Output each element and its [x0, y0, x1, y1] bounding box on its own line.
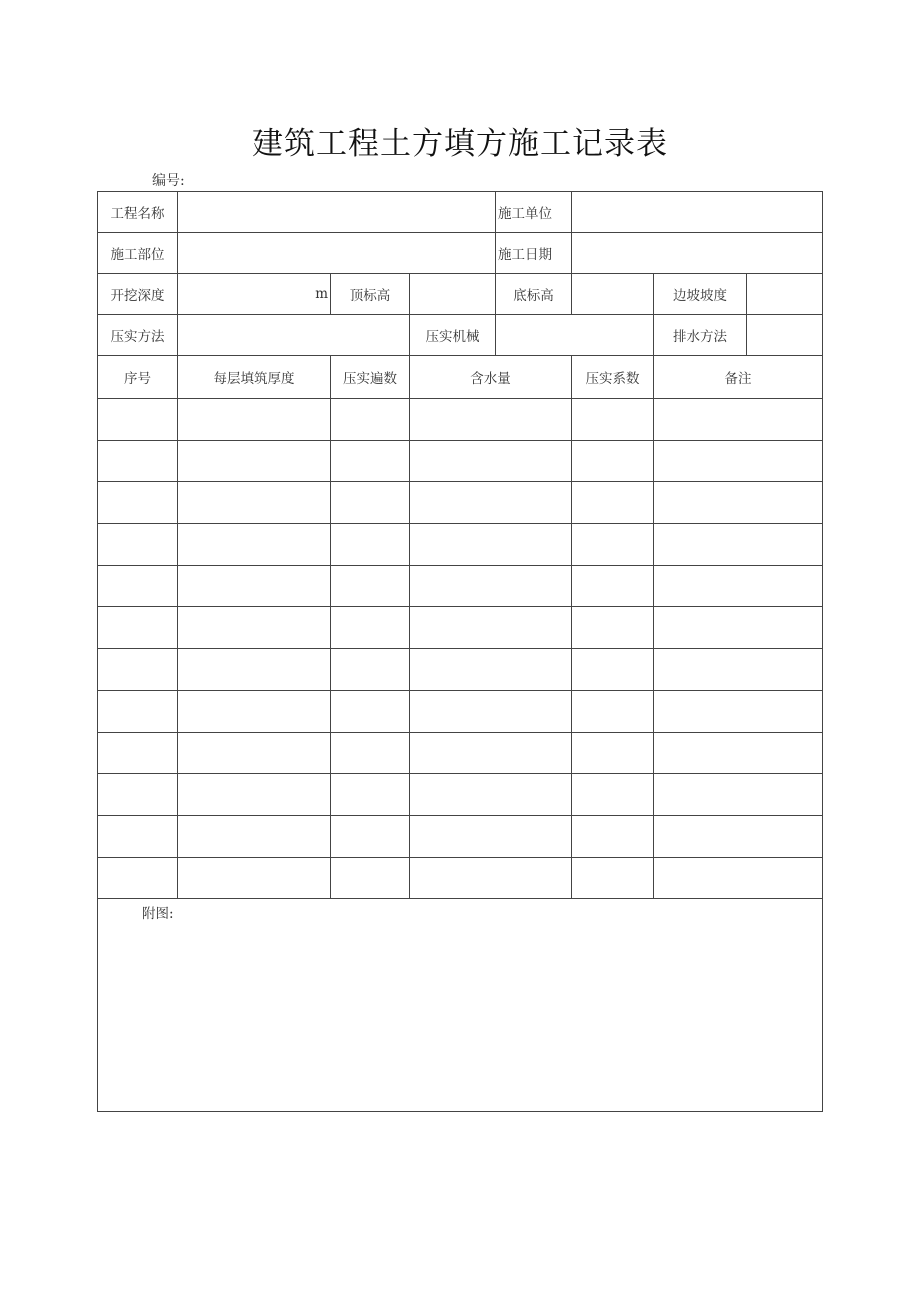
cell-remarks[interactable]	[654, 399, 823, 441]
cell-compaction-coefficient[interactable]	[572, 482, 654, 524]
compaction-machinery-label: 压实机械	[410, 315, 496, 356]
table-row	[98, 815, 823, 857]
construction-unit-label: 施工单位	[496, 192, 572, 233]
cell-layer-thickness[interactable]	[178, 732, 331, 774]
cell-seq[interactable]	[98, 649, 178, 691]
cell-compaction-passes[interactable]	[331, 440, 410, 482]
compaction-method-field[interactable]	[178, 315, 410, 356]
cell-moisture[interactable]	[410, 565, 572, 607]
slope-label: 边坡坡度	[654, 274, 747, 315]
excavation-depth-label: 开挖深度	[98, 274, 178, 315]
top-elevation-field[interactable]	[410, 274, 496, 315]
cell-compaction-coefficient[interactable]	[572, 565, 654, 607]
compaction-method-label: 压实方法	[98, 315, 178, 356]
table-row	[98, 399, 823, 441]
cell-compaction-coefficient[interactable]	[572, 732, 654, 774]
table-row	[98, 482, 823, 524]
form-title: 建筑工程土方填方施工记录表	[252, 126, 668, 162]
table-row	[98, 732, 823, 774]
row-part	[98, 233, 823, 274]
table-row	[98, 440, 823, 482]
construction-unit-field[interactable]	[572, 192, 823, 233]
cell-compaction-coefficient[interactable]	[572, 774, 654, 816]
cell-remarks[interactable]	[654, 649, 823, 691]
cell-compaction-coefficient[interactable]	[572, 524, 654, 566]
cell-compaction-passes[interactable]	[331, 690, 410, 732]
cell-compaction-passes[interactable]	[331, 857, 410, 899]
cell-layer-thickness[interactable]	[178, 482, 331, 524]
cell-remarks[interactable]	[654, 815, 823, 857]
cell-layer-thickness[interactable]	[178, 857, 331, 899]
cell-remarks[interactable]	[654, 857, 823, 899]
cell-layer-thickness[interactable]	[178, 440, 331, 482]
cell-remarks[interactable]	[654, 607, 823, 649]
cell-compaction-coefficient[interactable]	[572, 815, 654, 857]
row-attachment	[98, 899, 823, 1112]
cell-moisture[interactable]	[410, 399, 572, 441]
bottom-elevation-field[interactable]	[572, 274, 654, 315]
table-row	[98, 857, 823, 899]
cell-compaction-passes[interactable]	[331, 399, 410, 441]
col-header-remarks: 备注	[654, 356, 823, 399]
cell-layer-thickness[interactable]	[178, 524, 331, 566]
cell-seq[interactable]	[98, 732, 178, 774]
cell-moisture[interactable]	[410, 524, 572, 566]
cell-compaction-passes[interactable]	[331, 815, 410, 857]
cell-compaction-coefficient[interactable]	[572, 690, 654, 732]
cell-seq[interactable]	[98, 524, 178, 566]
data-rows	[98, 399, 823, 899]
cell-layer-thickness[interactable]	[178, 607, 331, 649]
col-header-compaction-coefficient: 压实系数	[572, 356, 654, 399]
cell-compaction-passes[interactable]	[331, 732, 410, 774]
col-header-compaction-passes: 压实遍数	[331, 356, 410, 399]
cell-moisture[interactable]	[410, 857, 572, 899]
cell-compaction-coefficient[interactable]	[572, 607, 654, 649]
table-row	[98, 774, 823, 816]
cell-seq[interactable]	[98, 440, 178, 482]
row-compaction	[98, 315, 823, 356]
cell-seq[interactable]	[98, 399, 178, 441]
cell-compaction-passes[interactable]	[331, 565, 410, 607]
compaction-machinery-field[interactable]	[496, 315, 654, 356]
excavation-depth-field[interactable]	[178, 274, 331, 315]
cell-compaction-coefficient[interactable]	[572, 857, 654, 899]
construction-date-field[interactable]	[572, 233, 823, 274]
cell-remarks[interactable]	[654, 524, 823, 566]
cell-compaction-passes[interactable]	[331, 607, 410, 649]
row-project	[98, 192, 823, 233]
depth-unit: m	[315, 286, 328, 302]
cell-compaction-passes[interactable]	[331, 482, 410, 524]
row-elevation	[98, 274, 823, 315]
cell-seq[interactable]	[98, 565, 178, 607]
cell-seq[interactable]	[98, 690, 178, 732]
cell-seq[interactable]	[98, 482, 178, 524]
table-row	[98, 607, 823, 649]
cell-compaction-coefficient[interactable]	[572, 440, 654, 482]
slope-field[interactable]	[747, 274, 823, 315]
table-row	[98, 690, 823, 732]
table-header-row	[98, 356, 823, 399]
cell-layer-thickness[interactable]	[178, 565, 331, 607]
bottom-elevation-label: 底标高	[496, 274, 572, 315]
cell-remarks[interactable]	[654, 774, 823, 816]
cell-seq[interactable]	[98, 815, 178, 857]
table-row	[98, 565, 823, 607]
cell-layer-thickness[interactable]	[178, 649, 331, 691]
cell-moisture[interactable]	[410, 774, 572, 816]
drainage-method-field[interactable]	[747, 315, 823, 356]
attachment-area[interactable]	[98, 899, 823, 1112]
construction-part-label: 施工部位	[98, 233, 178, 274]
cell-seq[interactable]	[98, 774, 178, 816]
cell-moisture[interactable]	[410, 690, 572, 732]
cell-moisture[interactable]	[410, 607, 572, 649]
col-header-layer-thickness: 每层填筑厚度	[178, 356, 331, 399]
table-row	[98, 524, 823, 566]
cell-moisture[interactable]	[410, 482, 572, 524]
cell-moisture[interactable]	[410, 649, 572, 691]
doc-number-label: 编号:	[152, 173, 185, 189]
cell-layer-thickness[interactable]	[178, 774, 331, 816]
cell-remarks[interactable]	[654, 440, 823, 482]
top-elevation-label: 顶标高	[331, 274, 410, 315]
cell-seq[interactable]	[98, 857, 178, 899]
cell-compaction-coefficient[interactable]	[572, 649, 654, 691]
construction-part-field[interactable]	[178, 233, 496, 274]
fill-record-table	[97, 191, 823, 1112]
cell-remarks[interactable]	[654, 565, 823, 607]
cell-compaction-passes[interactable]	[331, 524, 410, 566]
project-name-field[interactable]	[178, 192, 496, 233]
cell-compaction-passes[interactable]	[331, 649, 410, 691]
construction-date-label: 施工日期	[496, 233, 572, 274]
cell-layer-thickness[interactable]	[178, 690, 331, 732]
table-row	[98, 649, 823, 691]
cell-remarks[interactable]	[654, 690, 823, 732]
drainage-method-label: 排水方法	[654, 315, 747, 356]
col-header-moisture: 含水量	[410, 356, 572, 399]
cell-remarks[interactable]	[654, 482, 823, 524]
cell-moisture[interactable]	[410, 440, 572, 482]
cell-seq[interactable]	[98, 607, 178, 649]
col-header-seq: 序号	[98, 356, 178, 399]
cell-layer-thickness[interactable]	[178, 815, 331, 857]
cell-moisture[interactable]	[410, 815, 572, 857]
cell-compaction-passes[interactable]	[331, 774, 410, 816]
project-name-label: 工程名称	[98, 192, 178, 233]
cell-compaction-coefficient[interactable]	[572, 399, 654, 441]
attachment-label: 附图:	[142, 906, 174, 923]
cell-moisture[interactable]	[410, 732, 572, 774]
cell-layer-thickness[interactable]	[178, 399, 331, 441]
cell-remarks[interactable]	[654, 732, 823, 774]
